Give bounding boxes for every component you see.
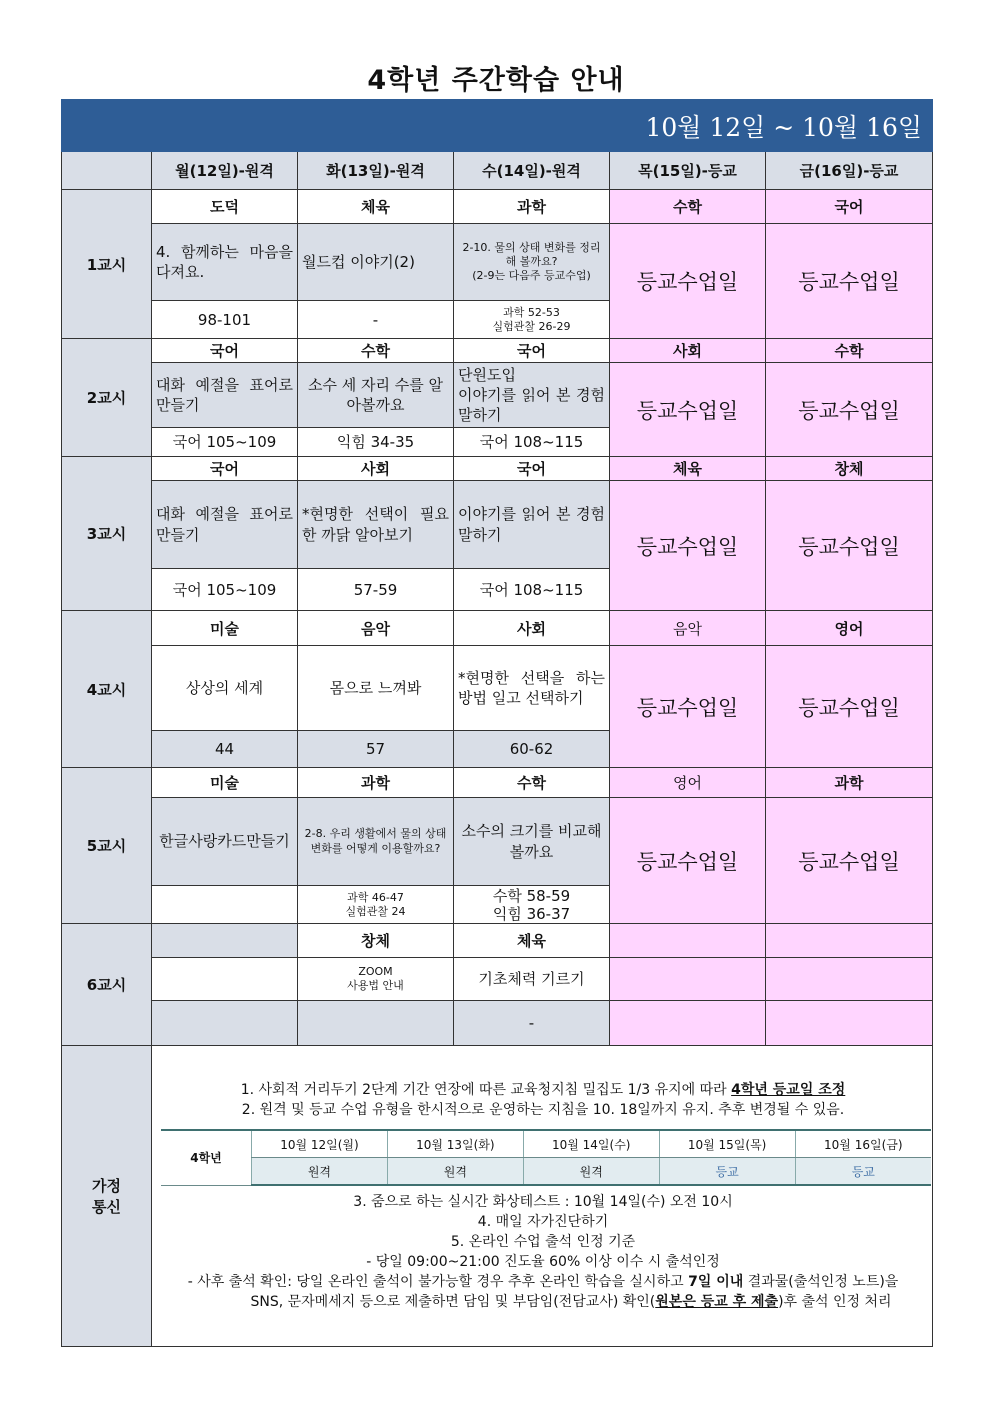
day-header-tue: 화(13일)-원격: [298, 152, 454, 190]
offline-day-cell: 등교수업일: [766, 481, 933, 611]
page-cell: 57: [298, 731, 454, 768]
subject-cell: 국어: [152, 339, 298, 363]
page-cell: [298, 1001, 454, 1046]
topic-cell: 4. 함께하는 마음을 다져요.: [152, 224, 298, 301]
page-cell: 국어 105~109: [152, 569, 298, 611]
topic-cell: [454, 363, 610, 428]
offline-day-cell: 등교수업일: [766, 646, 933, 768]
subject-cell: 사회: [454, 611, 610, 646]
notice-emphasis: 4학년 등교일 조정: [731, 1082, 846, 1098]
notice-line-2: 2. 원격 및 등교 수업 유형을 한시적으로 운영하는 지침을 10. 18일까지 유지. 추후 변경될 수 있음.: [241, 1102, 845, 1118]
offline-day-cell: 등교수업일: [610, 363, 766, 457]
page-text: 과학 52-53: [503, 306, 560, 320]
notice-line-8: [156, 1292, 928, 1312]
topic-cell: 소수 세 자리 수를 알아볼까요: [298, 363, 454, 428]
page-cell: 국어 105~109: [152, 428, 298, 457]
topic-cell: 이야기를 읽어 본 경험 말하기: [454, 481, 610, 569]
corner-cell: [62, 152, 152, 190]
topic-cell: 기초체력 기르기: [454, 958, 610, 1001]
topic-note: (2-9는 다음주 등교수업): [472, 269, 591, 283]
topic-text: 단원도입: [458, 365, 516, 384]
notice-label-line: 가정: [92, 1177, 121, 1195]
subject-cell: 도덕: [152, 190, 298, 224]
subject-cell: 국어: [454, 339, 610, 363]
home-notice: [152, 1046, 933, 1347]
subject-cell: 체육: [298, 190, 454, 224]
subject-cell: 수학: [610, 190, 766, 224]
offline-day-cell: 등교수업일: [610, 224, 766, 339]
topic-text: 2-10. 물의 상태 변화를 정리해 볼까요?: [462, 240, 601, 268]
subject-cell: 체육: [610, 457, 766, 481]
offline-day-cell: 등교수업일: [610, 798, 766, 924]
empty-cell: [766, 958, 933, 1001]
page-cell: 국어 108~115: [454, 569, 610, 611]
mini-type: 원격: [387, 1158, 523, 1186]
page-cell: -: [298, 301, 454, 339]
notice-text: SNS, 문자메세지 등으로 제출하면 담임 및 부담임(전담교사) 확인(: [250, 1294, 656, 1310]
mini-date: 10월 12일(월): [252, 1130, 388, 1158]
page-cell: 국어 108~115: [454, 428, 610, 457]
mini-date: 10월 16일(금): [795, 1130, 931, 1158]
period-label-2: 2교시: [62, 339, 152, 457]
subject-cell: 국어: [152, 457, 298, 481]
mini-type: 원격: [523, 1158, 659, 1186]
page-cell: [454, 301, 610, 339]
topic-cell: *현명한 선택을 하는 방법 일고 선택하기: [454, 646, 610, 731]
mini-type: 원격: [252, 1158, 388, 1186]
day-header-mon: 월(12일)-원격: [152, 152, 298, 190]
mini-date: 10월 13일(화): [387, 1130, 523, 1158]
date-range-banner: 10월 12일 ~ 10월 16일: [62, 100, 933, 152]
subject-cell: 음악: [610, 611, 766, 646]
subject-cell: 국어: [454, 457, 610, 481]
topic-cell: 2-8. 우리 생활에서 물의 상태 변화를 어떻게 이용할까요?: [298, 798, 454, 886]
notice-line-5: 5. 온라인 수업 출석 인정 기준: [450, 1234, 636, 1250]
empty-cell: [610, 958, 766, 1001]
subject-cell: 사회: [610, 339, 766, 363]
day-header-wed: 수(14일)-원격: [454, 152, 610, 190]
empty-cell: [610, 1001, 766, 1046]
day-header-fri: 금(16일)-등교: [766, 152, 933, 190]
topic-text: ZOOM: [358, 964, 393, 978]
subject-cell: 음악: [298, 611, 454, 646]
mini-type: 등교: [795, 1158, 931, 1186]
notice-line-6: - 당일 09:00~21:00 진도율 60% 이상 이수 시 출석인정: [366, 1254, 720, 1270]
subject-cell: 수학: [454, 768, 610, 798]
page-text: 수학 58-59: [492, 886, 571, 905]
page-cell: [454, 886, 610, 924]
notice-line-7: [156, 1272, 928, 1292]
page-text: 실험관찰 26-29: [492, 319, 571, 333]
subject-cell: 미술: [152, 768, 298, 798]
page-text: 익힘 36-37: [492, 904, 571, 923]
subject-cell: [152, 924, 298, 958]
notice-line-3: 3. 줌으로 하는 실시간 화상테스트 : 10월 14일(수) 오전 10시: [353, 1194, 733, 1210]
page-cell: 98-101: [152, 301, 298, 339]
topic-cell: *현명한 선택이 필요한 까닭 알아보기: [298, 481, 454, 569]
notice-line-1: [156, 1080, 928, 1100]
topic-cell: 대화 예절을 표어로 만들기: [152, 363, 298, 428]
page-cell: 57-59: [298, 569, 454, 611]
subject-cell: 창체: [766, 457, 933, 481]
notice-text: 1. 사회적 거리두기 2단계 기간 연장에 따른 교육청지침 밀집도 1/3 유지에 따라: [240, 1082, 732, 1098]
notice-emphasis: 원본은 등교 후 제출: [655, 1294, 779, 1310]
page-cell: 60-62: [454, 731, 610, 768]
empty-cell: [766, 924, 933, 958]
page-cell: 익힘 34-35: [298, 428, 454, 457]
period-label-3: 3교시: [62, 457, 152, 611]
home-notice-label: [62, 1046, 152, 1347]
topic-cell: [298, 958, 454, 1001]
day-header-row: [62, 152, 933, 190]
topic-cell: 소수의 크기를 비교해 볼까요: [454, 798, 610, 886]
day-header-thu: 목(15일)-등교: [610, 152, 766, 190]
mini-date: 10월 14일(수): [523, 1130, 659, 1158]
page-title: 4학년 주간학습 안내: [367, 65, 625, 96]
subject-cell: 창체: [298, 924, 454, 958]
period-label-5: 5교시: [62, 768, 152, 924]
offline-day-cell: 등교수업일: [610, 646, 766, 768]
subject-cell: 영어: [610, 768, 766, 798]
subject-cell: 사회: [298, 457, 454, 481]
subject-cell: 과학: [454, 190, 610, 224]
topic-cell: 월드컵 이야기(2): [298, 224, 454, 301]
topic-cell: [152, 958, 298, 1001]
empty-cell: [610, 924, 766, 958]
subject-cell: 국어: [766, 190, 933, 224]
notice-text: - 사후 출석 확인: 당일 온라인 출석이 불가능할 경우 추후 온라인 학습을 실시하고: [187, 1274, 689, 1290]
subject-cell: 미술: [152, 611, 298, 646]
weekly-schedule-table: [61, 99, 933, 1347]
notice-text: )후 출석 인정 처리: [778, 1294, 892, 1310]
mini-date: 10월 15일(목): [659, 1130, 795, 1158]
period-label-6: 6교시: [62, 924, 152, 1046]
empty-cell: [766, 1001, 933, 1046]
topic-cell: 대화 예절을 표어로 만들기: [152, 481, 298, 569]
period-label-4: 4교시: [62, 611, 152, 768]
page-text: 실험관찰 24: [345, 904, 406, 918]
topic-text: 사용법 안내: [347, 979, 404, 992]
grade-cell: 4학년: [161, 1130, 252, 1185]
topic-cell: 상상의 세계: [152, 646, 298, 731]
subject-cell: 영어: [766, 611, 933, 646]
subject-cell: 과학: [298, 768, 454, 798]
page-cell: [152, 886, 298, 924]
subject-cell: 과학: [766, 768, 933, 798]
subject-cell: 수학: [766, 339, 933, 363]
notice-emphasis: 7일 이내: [688, 1274, 744, 1290]
page-cell: [298, 886, 454, 924]
topic-text: 이야기를 읽어 본 경험 말하기: [458, 385, 605, 425]
mini-type: 등교: [659, 1158, 795, 1186]
notice-label-line: 통신: [92, 1198, 121, 1216]
topic-cell: [454, 224, 610, 301]
topic-cell: 몸으로 느껴봐: [298, 646, 454, 731]
page-cell: 44: [152, 731, 298, 768]
subject-cell: 체육: [454, 924, 610, 958]
offline-day-cell: 등교수업일: [766, 224, 933, 339]
offline-day-cell: 등교수업일: [766, 798, 933, 924]
page-text: 과학 46-47: [347, 891, 404, 905]
page-cell: [152, 1001, 298, 1046]
period-label-1: 1교시: [62, 190, 152, 339]
attendance-mode-table: [161, 1129, 931, 1186]
notice-line-4: 4. 매일 자가진단하기: [477, 1214, 609, 1230]
page-cell: -: [454, 1001, 610, 1046]
notice-text: 결과물(출석인정 노트)을: [743, 1274, 899, 1290]
subject-cell: 수학: [298, 339, 454, 363]
offline-day-cell: 등교수업일: [610, 481, 766, 611]
offline-day-cell: 등교수업일: [766, 363, 933, 457]
topic-cell: 한글사랑카드만들기: [152, 798, 298, 886]
